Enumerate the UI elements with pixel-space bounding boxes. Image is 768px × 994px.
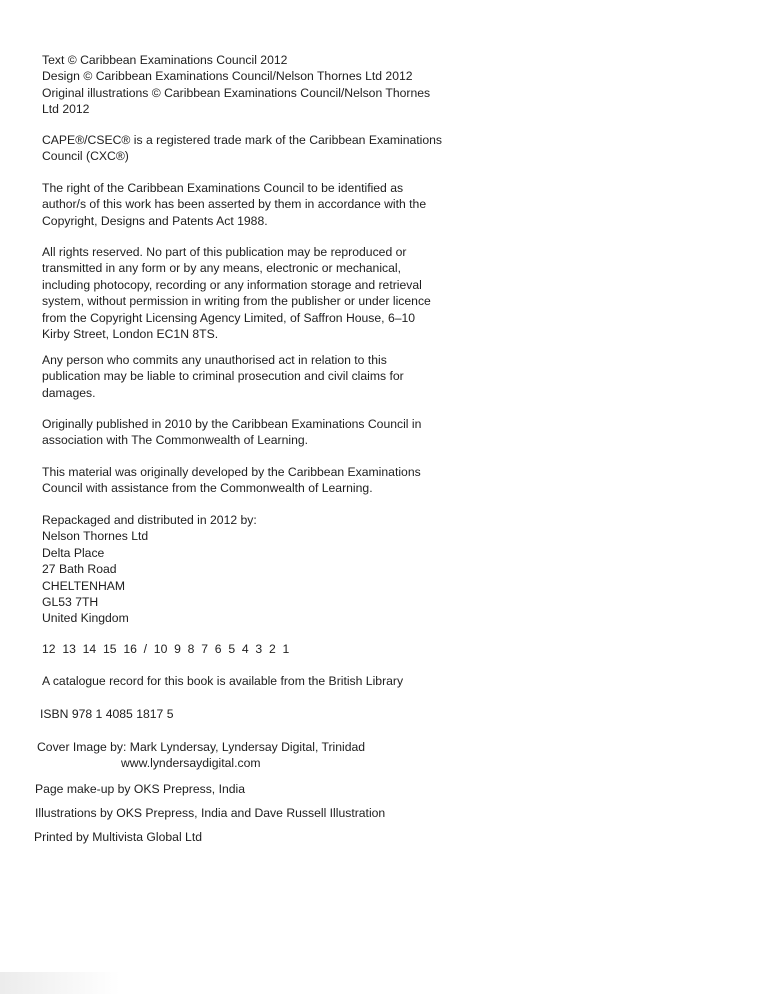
liability-notice <box>42 352 482 401</box>
distribution-line: Delta Place <box>42 545 105 560</box>
moral-right-line: Copyright, Designs and Patents Act 1988. <box>42 213 268 228</box>
copyright-notice <box>42 52 482 118</box>
development-line: Council with assistance from the Commonwealth of Learning. <box>42 481 373 496</box>
development-notice <box>42 464 482 497</box>
cover-image-line: Cover Image by: Mark Lyndersay, Lyndersay Digital, Trinidad <box>37 740 366 754</box>
distribution-line: Repackaged and distributed in 2012 by: <box>42 513 257 527</box>
rights-line: including photocopy, recording or any information storage and retrieval <box>42 277 422 292</box>
copyright-line: Design © Caribbean Examinations Council/Nelson Thornes Ltd 2012 <box>42 69 413 84</box>
cover-image-credit <box>37 739 477 772</box>
liability-line: damages. <box>42 385 96 400</box>
printer-credit <box>34 829 474 845</box>
distribution-line: CHELTENHAM <box>42 578 126 593</box>
moral-right-line: The right of the Caribbean Examinations Council to be identified as <box>42 181 404 195</box>
original-publication-notice <box>42 416 482 449</box>
scan-shadow <box>0 972 120 994</box>
isbn-text: ISBN 978 1 4085 1817 5 <box>40 707 174 721</box>
rights-reserved-notice <box>42 244 482 342</box>
moral-right-line: author/s of this work has been asserted by them in accordance with the <box>42 197 427 212</box>
print-run <box>42 641 482 657</box>
copyright-line: Original illustrations © Caribbean Examinations Council/Nelson Thornes <box>42 85 431 100</box>
print-run-numbers: 12 13 14 15 16 / 10 9 8 7 6 5 4 3 2 1 <box>42 642 290 656</box>
rights-line: from the Copyright Licensing Agency Limited, of Saffron House, 6–10 <box>42 310 416 325</box>
copyright-line: Text © Caribbean Examinations Council 2012 <box>42 53 288 67</box>
liability-line: publication may be liable to criminal prosecution and civil claims for <box>42 369 404 384</box>
cover-image-url: www.lyndersaydigital.com <box>121 756 261 771</box>
catalogue-record-text: A catalogue record for this book is available from the British Library <box>42 674 404 688</box>
rights-line: transmitted in any form or by any means, electronic or mechanical, <box>42 261 402 276</box>
distribution-address <box>42 512 482 627</box>
illustrations-text: Illustrations by OKS Prepress, India and Dave Russell Illustration <box>35 806 386 820</box>
trademark-notice <box>42 132 482 165</box>
printed-by-text: Printed by Multivista Global Ltd <box>34 830 202 844</box>
catalogue-record <box>42 673 482 689</box>
page-makeup-text: Page make-up by OKS Prepress, India <box>35 782 246 796</box>
rights-line: system, without permission in writing from the publisher or under licence <box>42 294 431 309</box>
trademark-line: Council (CXC®) <box>42 149 129 164</box>
page-makeup-credit <box>35 781 475 797</box>
development-line: This material was originally developed by the Caribbean Examinations <box>42 465 421 479</box>
copyright-line: Ltd 2012 <box>42 102 90 117</box>
distribution-line: GL53 7TH <box>42 595 99 610</box>
trademark-line: CAPE®/CSEC® is a registered trade mark of the Caribbean Examinations <box>42 133 443 147</box>
rights-line: Kirby Street, London EC1N 8TS. <box>42 327 219 342</box>
isbn <box>40 706 480 722</box>
rights-line: All rights reserved. No part of this publication may be reproduced or <box>42 245 407 259</box>
distribution-line: Nelson Thornes Ltd <box>42 529 149 544</box>
distribution-line: 27 Bath Road <box>42 562 117 577</box>
original-publication-line: Originally published in 2010 by the Caribbean Examinations Council in <box>42 417 422 431</box>
distribution-line: United Kingdom <box>42 611 129 626</box>
illustrations-credit <box>35 805 475 821</box>
moral-right-notice <box>42 180 482 229</box>
liability-line: Any person who commits any unauthorised act in relation to this <box>42 353 387 367</box>
original-publication-line: association with The Commonwealth of Learning. <box>42 433 309 448</box>
